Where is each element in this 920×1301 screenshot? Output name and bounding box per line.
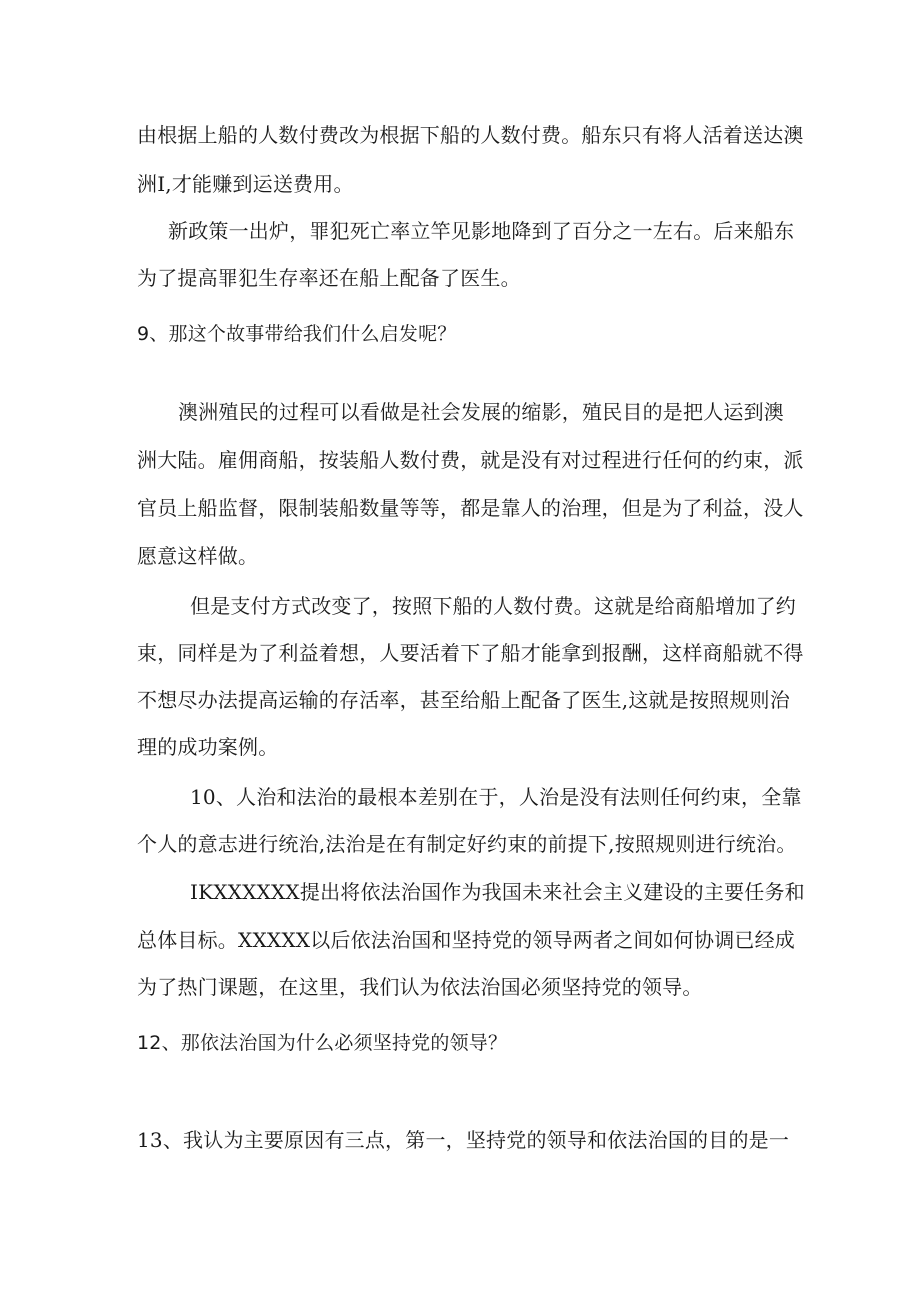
text-line: 10、人治和法治的最根本差别在于，人治是没有法则任何约束，全靠 <box>190 785 802 809</box>
text-line: 官员上船监督，限制装船数量等等，都是靠人的治理，但是为了利益，没人 <box>137 496 804 520</box>
text-line: 由根据上船的人数付费改为根据下船的人数付费。船东只有将人活着送达澳 <box>137 123 804 147</box>
text-line: 洲大陆。雇佣商船，按装船人数付费，就是没有对过程进行任何的约束，派 <box>137 448 804 472</box>
text-line: 洲I,才能赚到运送费用。 <box>137 172 354 196</box>
text-line: 愿意这样做。 <box>137 544 259 568</box>
text-line: 为了提高罪犯生存率还在船上配备了医生。 <box>137 266 521 290</box>
text-line: 理的成功案例。 <box>137 735 279 759</box>
question-heading: 12、那依法治国为什么必须坚持党的领导？ <box>137 1032 508 1054</box>
text-line: 不想尽办法提高运输的存活率，甚至给船上配备了医生,这就是按照规则治 <box>137 688 790 712</box>
text-line: 新政策一出炉，罪犯死亡率立竿见影地降到了百分之一左右。后来船东 <box>168 219 795 243</box>
text-line: IKXXXXXX提出将依法治国作为我国未来社会主义建设的主要任务和 <box>190 880 805 904</box>
text-line: 澳洲殖民的过程可以看做是社会发展的缩影，殖民目的是把人运到澳 <box>178 400 784 424</box>
text-line: 为了热门课题，在这里，我们认为依法治国必须坚持党的领导。 <box>137 975 703 999</box>
question-heading: 9、那这个故事带给我们什么启发呢？ <box>137 323 457 345</box>
text-line: 但是支付方式改变了，按照下船的人数付费。这就是给商船增加了约 <box>190 594 796 618</box>
text-line: 束，同样是为了利益着想，人要活着下了船才能拿到报酬，这样商船就不得 <box>137 641 804 665</box>
text-line: 13、我认为主要原因有三点，第一，坚持党的领导和依法治国的目的是一 <box>137 1128 790 1152</box>
text-line: 总体目标。XXXXX以后依法治国和坚持党的领导两者之间如何协调已经成 <box>137 928 795 952</box>
text-line: 个人的意志进行统治,法治是在有制定好约束的前提下,按照规则进行统治。 <box>137 832 797 856</box>
